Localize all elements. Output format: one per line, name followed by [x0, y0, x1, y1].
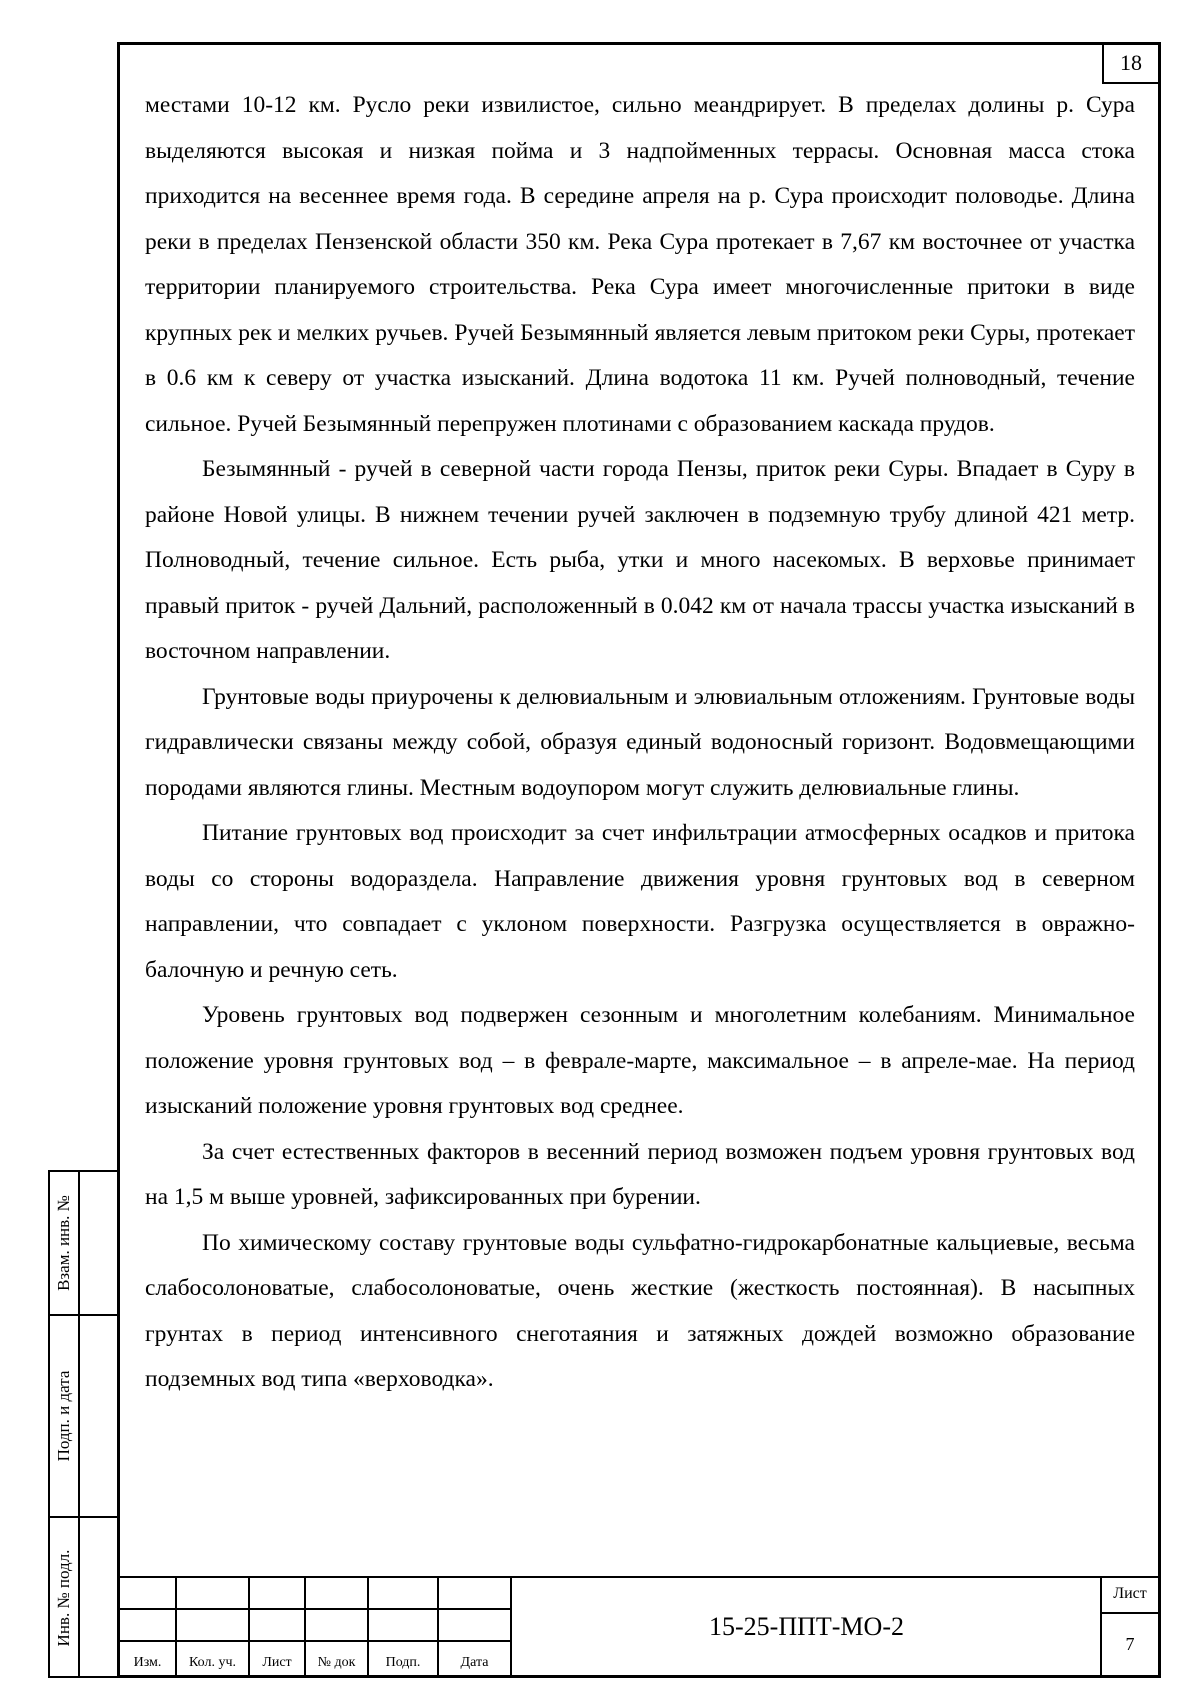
side-cell-vzam: [50, 1172, 117, 1316]
page-frame: [117, 42, 1161, 1678]
side-cell-podp: [50, 1316, 117, 1518]
title-block: [120, 1576, 1158, 1675]
document-code: 15-25-ППТ-МО-2: [709, 1611, 904, 1641]
col-label-data: Дата: [460, 1655, 489, 1670]
paragraph: По химическому составу грунтовые воды сульфатно-гидрокарбонатные кальциевые, весьма слабосолоноватые, слабосолоноватые, очень жесткие (жесткость постоянная). В насыпных грунтах в период интенсивного снеготаяния и затяжных дождей возможно образование подземных вод типа «верховодка».: [145, 1229, 1135, 1392]
sheet-label: Лист: [1102, 1578, 1158, 1614]
sheet-box: [1100, 1578, 1158, 1675]
paragraph: Питание грунтовых вод происходит за счет инфильтрации атмосферных осадков и притока воды со стороны водораздела. Направление движения уровня грунтовых вод в северном направлении, что совпадает с уклоном поверхности. Разгрузка осуществляется в овражно-балочную и речную сеть.: [145, 820, 1135, 983]
title-block-rule: [120, 1608, 510, 1610]
col-label-izm: Изм.: [133, 1655, 162, 1670]
side-label-podp: Подп. и дата: [54, 1370, 73, 1462]
paragraph: За счет естественных факторов в весенний период возможен подъем уровня грунтовых вод на 1,5 м выше уровней, зафиксированных при бурении.: [145, 1138, 1135, 1210]
paragraph: местами 10-12 км. Русло реки извилистое, сильно меандрирует. В пределах долины р. Сура выделяются высокая и низкая пойма и 3 надпойменных террасы. Основная масса стока приходится на весеннее время года. В середине апреля на р. Сура происходит половодье. Длина реки в пределах Пензенской области 350 км. Река Сура протекает в 7,67 км восточнее от участка территории планируемого строительства. Река Сура имеет многочисленные притоки в виде крупных рек и мелких ручьев. Ручей Безымянный является левым притоком реки Суры, протекает в 0.6 км к северу от участка изысканий. Длина водотока 11 км. Ручей полноводный, течение сильное. Ручей Безымянный перепружен плотинами с образованием каскада прудов.: [145, 92, 1135, 437]
sheet-number: 7: [1125, 1634, 1135, 1654]
col-label-n-dok: № док: [317, 1655, 356, 1670]
col-label-list: Лист: [262, 1655, 292, 1670]
paragraph: Безымянный - ручей в северной части города Пензы, приток реки Суры. Впадает в Суру в районе Новой улицы. В нижнем течении ручей заключен в подземную трубу длиной 421 метр. Полноводный, течение сильное. Есть рыба, утки и много насекомых. В верховье принимает правый приток - ручей Дальний, расположенный в 0.042 км от начала трассы участка изысканий в восточном направлении.: [145, 456, 1135, 664]
side-cell-inv: [50, 1518, 117, 1678]
paragraph: Уровень грунтовых вод подвержен сезонным и многолетним колебаниям. Минимальное положение уровня грунтовых вод – в феврале-марте, максимальное – в апреле-мае. На период изысканий положение уровня грунтовых вод среднее.: [145, 1002, 1135, 1119]
document-body: [145, 83, 1135, 1403]
title-block-divider: [510, 1578, 512, 1675]
col-label-kol-uch: Кол. уч.: [189, 1655, 236, 1670]
page-number: 18: [1102, 45, 1158, 84]
paragraph: Грунтовые воды приурочены к делювиальным и элювиальным отложениям. Грунтовые воды гидравлически связаны между собой, образуя единый водоносный горизонт. Водовмещающими породами являются глины. Местным водоупором могут служить делювиальные глины.: [145, 683, 1135, 801]
side-label-inv: Инв. № подл.: [54, 1549, 73, 1647]
col-label-podp: Подп.: [385, 1655, 421, 1670]
side-label-vzam: Взам. инв. №: [54, 1195, 73, 1291]
title-block-rule: [120, 1640, 510, 1642]
side-stamp: [48, 1170, 117, 1678]
